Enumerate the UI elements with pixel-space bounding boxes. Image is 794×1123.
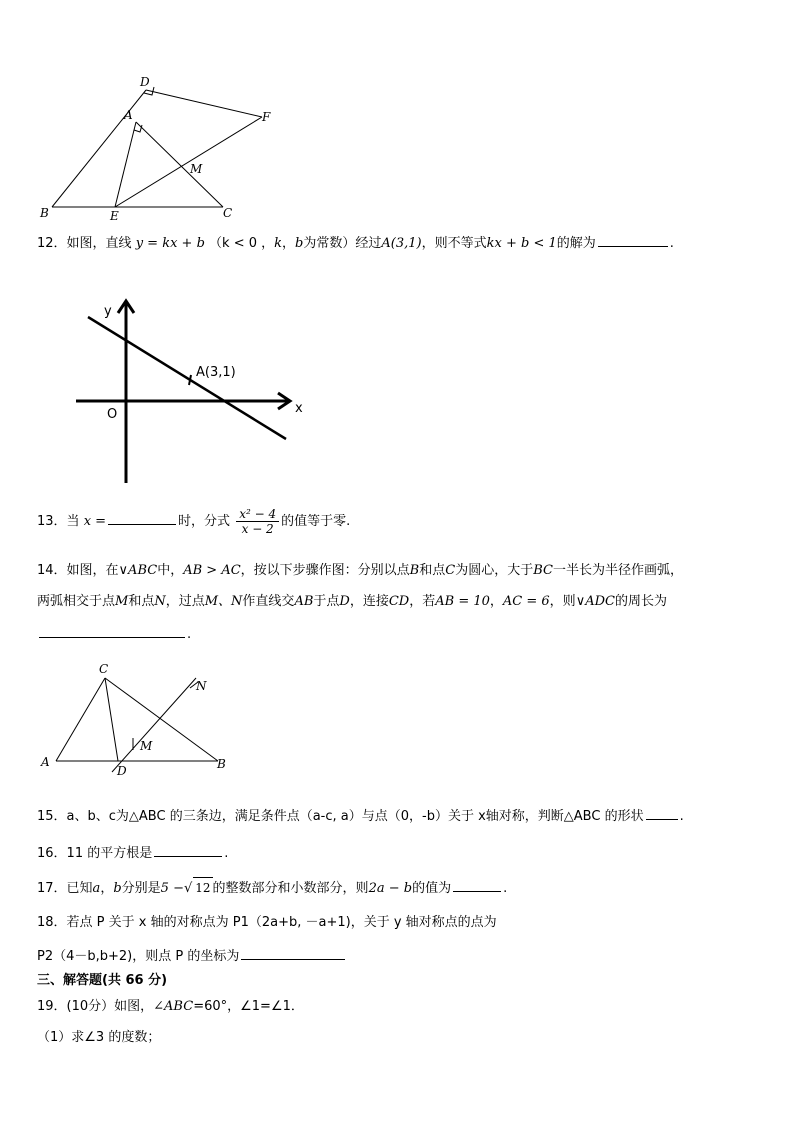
fraction: $\frac{\text{x² − 4}}{x - 2}$ [236,507,279,536]
question-18-line-2: P2（4－b,b+2)，则点 P 的坐标为 [37,945,347,967]
label-A: A [124,108,133,122]
sqrt-symbol: √ [183,881,193,896]
answer-blank[interactable] [241,945,345,960]
answer-blank[interactable] [39,623,185,638]
label-M: M [190,162,203,176]
point-A-label: A(3,1) [196,365,236,380]
question-15: 15．a、b、c为△ABC 的三条边，满足条件点（a-c, a）与点（0，-b）关于 x轴对称，判断△ABC 的形状 . [37,805,684,827]
label-N: N [196,679,207,693]
answer-blank[interactable] [154,842,222,857]
x-axis-label: x [295,401,303,416]
question-13: 13．当 x = 时，分式 $\frac{\text{x² − 4}}{x - 2}$ 的值等于零. [37,507,351,536]
figure-q14-triangle [36,660,246,780]
point-tick [189,375,191,385]
label-A: A [41,755,50,769]
question-19-part-1: （1）求∠3 的度数； [37,1030,161,1045]
answer-blank[interactable] [453,877,501,892]
question-14-line-2: 两弧相交于点M和点N，过点M、N作直线交AB于点D，连接CD，若AB = 10，AC = 6，则∨ADC的周长为 [37,594,667,609]
figure-top-geometry [30,70,290,225]
question-17: 17．已知a，b分别是5 −√ 12 的整数部分和小数部分，则2a − b的值为 . [37,877,507,899]
label-F: F [262,110,271,124]
label-D: D [140,75,150,89]
label-D: D [117,764,127,778]
question-19: 19．(10分）如图，∠ABC=60°，∠1=∠1． [37,999,304,1014]
label-C: C [99,662,109,676]
answer-blank[interactable] [646,805,678,820]
equation: y = kx + b [135,236,205,251]
figure-line-graph [70,295,320,490]
segment-AC [56,678,105,761]
question-14-line-3: . [37,623,191,645]
answer-blank[interactable] [108,510,176,525]
label-M: M [140,739,153,753]
segment-AE [115,122,136,207]
label-B: B [40,206,49,220]
question-18-line-1: 18．若点 P 关于 x 轴的对称点为 P1（2a+b, －a+1)，关于 y 轴对称点的点为 [37,915,497,930]
question-16: 16．11 的平方根是 . [37,842,228,864]
label-C: C [223,206,233,220]
question-12: 12．如图，直线 y = kx + b （k < 0 ，k，b为常数）经过A(3,1)，则不等式kx + b < 1的解为 . [37,232,674,254]
section-3-title: 三、解答题(共 66 分) [37,973,168,988]
question-14-line-1: 14．如图，在∨ABC中，AB > AC，按以下步骤作图：分别以点B和点C为圆心，大于BC一半长为半径作画弧， [37,563,683,578]
segment-CD [105,678,118,761]
segment-AC [136,122,223,207]
answer-blank[interactable] [598,232,668,247]
graph-line [88,317,286,439]
label-E: E [110,209,119,223]
segment-DF [146,90,262,117]
y-axis-label: y [104,304,112,319]
origin-label: O [107,407,118,422]
label-B: B [217,757,226,771]
